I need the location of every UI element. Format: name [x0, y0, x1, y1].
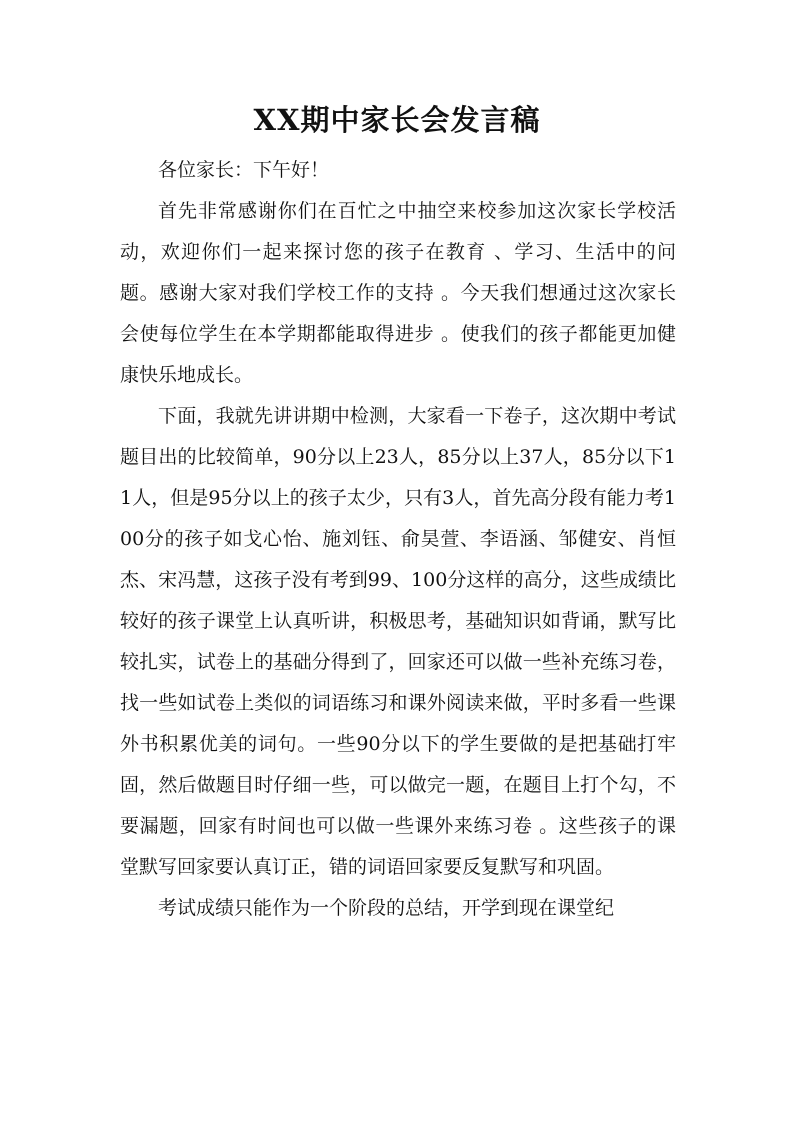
document-title: XX期中家长会发言稿	[253, 103, 541, 137]
greeting-paragraph: 各位家长：下午好！	[158, 159, 330, 181]
document-body	[120, 150, 676, 929]
body-paragraph: 考试成绩只能作为一个阶段的总结，开学到现在课堂纪	[158, 897, 615, 919]
body-paragraph: 首先非常感谢你们在百忙之中抽空来校参加这次家长学校活动，欢迎你们一起来探讨您的孩子在教育 、学习、生活中的问题。感谢大家对我们学校工作的支持 。今天我们想通过这次家长会使每位学生在本学期都能取得进步 。使我们的孩子都能更加健康快乐地成长。	[120, 200, 676, 386]
body-paragraph: 下面，我就先讲讲期中检测，大家看一下卷子，这次期中考试题目出的比较简单，90分以上23人，85分以上37人，85分以下11人，但是95分以上的孩子太少，只有3人，首先高分段有能力考100分的孩子如戈心怡、施刘钰、俞昊萱、李语涵、邹健安、肖恒杰、宋冯慧，这孩子没有考到99、100分这样的高分，这些成绩比较好的孩子课堂上认真听讲，积极思考，基础知识如背诵，默写比较扎实，试卷上的基础分得到了，回家还可以做一些补充练习卷，找一些如试卷上类似的词语练习和课外阅读来做，平时多看一些课外书积累优美的词句。一些90分以下的学生要做的是把基础打牢固，然后做题目时仔细一些，可以做完一题，在题目上打个勾，不要漏题，回家有时间也可以做一些课外来练习卷 。这些孩子的课堂默写回家要认真订正，错的词语回家要反复默写和巩固。	[120, 405, 676, 878]
